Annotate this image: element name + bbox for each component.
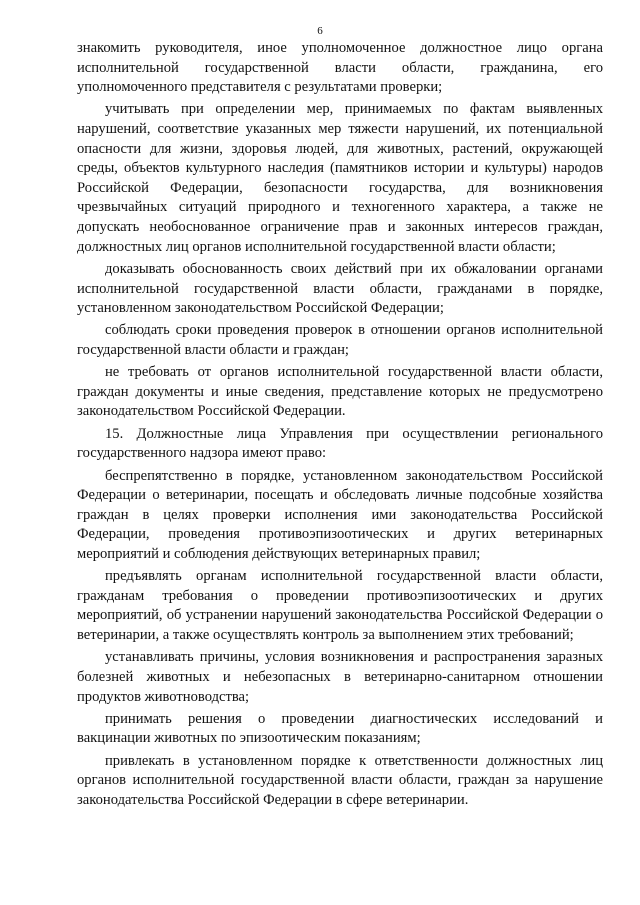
paragraph: учитывать при определении мер, принимаемых по фактам выявленных нарушений, соответствие указанных мер тяжести нарушений, их потенциальной опасности для жизни, здоровья людей, для животных, растений, окружающей среды, объектов культурного наследия (памятников истории и культуры) народов Российской Федерации, безопасности государства, для возникновения чрезвычайных ситуаций природного и техногенного характера, а также не допускать необоснованное ограничение прав и законных интересов граждан, должностных лиц органов исполнительной государственной власти области;: [77, 101, 603, 255]
paragraph: предъявлять органам исполнительной государственной власти области, гражданам требования о проведении противоэпизоотических и других мероприятий, об устранении нарушений законодательства Российской Федерации о ветеринарии, а также осуществлять контроль за выполнением этих требований;: [77, 568, 603, 644]
paragraph: доказывать обоснованность своих действий при их обжаловании органами исполнительной государственной власти области, гражданами в порядке, установленном законодательством Российской Федерации;: [77, 260, 603, 317]
paragraph: привлекать в установленном порядке к ответственности должностных лиц органов исполнительной государственной власти области, граждан за нарушение законодательства Российской Федерации в сфере ветеринарии.: [77, 752, 603, 808]
paragraph: устанавливать причины, условия возникновения и распространения заразных болезней животных и небезопасных в ветеринарно-санитарном отношении продуктов животноводства;: [77, 649, 603, 705]
paragraph: соблюдать сроки проведения проверок в отношении органов исполнительной государственной власти области и граждан;: [77, 322, 603, 358]
document-body: [77, 39, 603, 813]
paragraph: знакомить руководителя, иное уполномоченное должностное лицо органа исполнительной государственной власти области, гражданина, его уполномоченного представителя с результатами проверки;: [77, 40, 603, 96]
paragraph: принимать решения о проведении диагностических исследований и вакцинации животных по эпизоотическим показаниям;: [77, 710, 603, 747]
paragraph: беспрепятственно в порядке, установленном законодательством Российской Федерации о ветеринарии, посещать и обследовать личные подсобные хозяйства граждан в целях проверки исполнения ими законодательства Российской Федерации, проведения противоэпизоотических и других ветеринарных мероприятий и соблюдения действующих ветеринарных правил;: [77, 467, 603, 562]
page-number: 6: [317, 25, 323, 37]
section-heading-15: 15. Должностные лица Управления при осуществлении регионального государственного надзора имеют право:: [77, 425, 603, 462]
paragraph: не требовать от органов исполнительной государственной власти области, граждан документы и иные сведения, представление которых не предусмотрено законодательством Российской Федерации.: [77, 364, 603, 420]
